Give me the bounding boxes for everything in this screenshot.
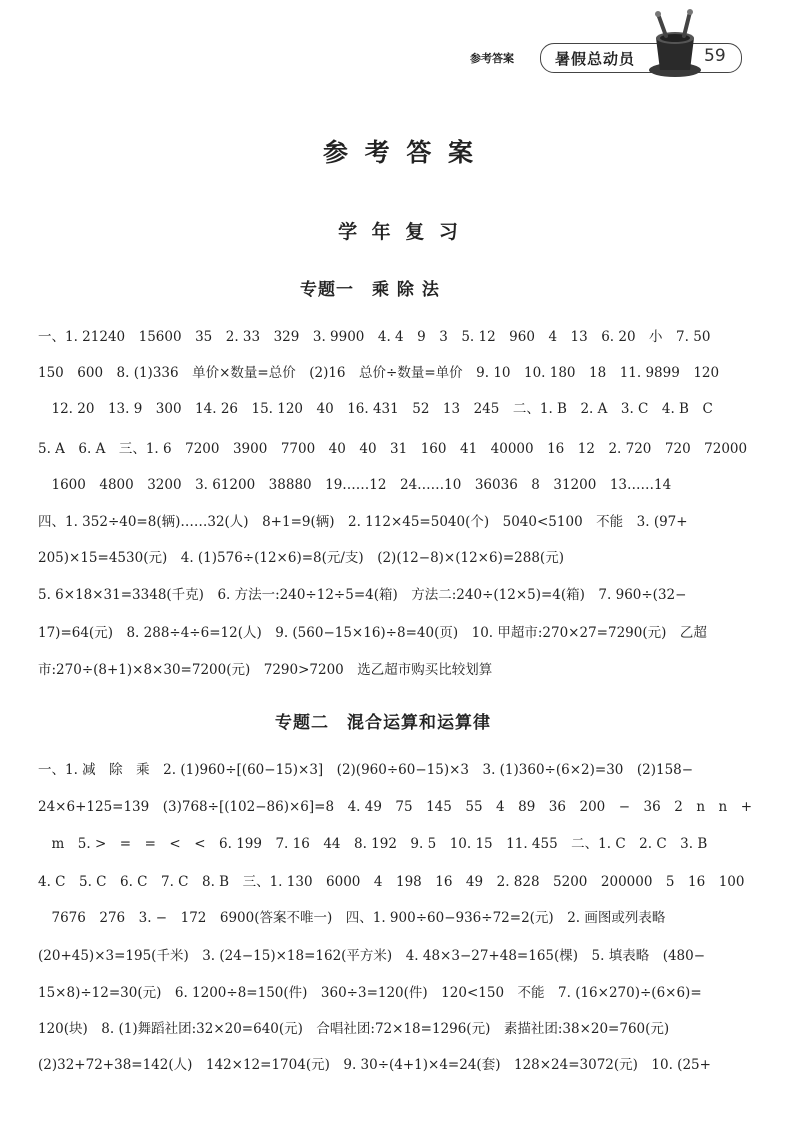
topic2-line: (20+45)×3=195(千米) 3. (24−15)×18=162(平方米) 4. 48×3−27+48=165(棵) 5. 填表略 (480− — [38, 948, 706, 964]
topic1-line: 150 600 8. (1)336 单价×数量=总价 (2)16 总价÷数量=单价 9. 10 10. 180 18 11. 9899 120 — [38, 365, 720, 381]
page-header — [0, 0, 800, 100]
header-book-title: 暑假总动员 — [555, 50, 636, 68]
topic1-title: 专题一 乘 除 法 — [300, 280, 440, 300]
topic1-line: 四、1. 352÷40=8(辆)……32(人) 8+1=9(辆) 2. 112×45=5040(个) 5040<5100 不能 3. (97+ — [38, 514, 688, 530]
topic1-line: 5. A 6. A 三、1. 6 7200 3900 7700 40 40 31 160 41 40000 16 12 2. 720 720 72000 — [38, 441, 748, 457]
topic1-line: 市:270÷(8+1)×8×30=7200(元) 7290>7200 选乙超市购买比较划算 — [38, 662, 493, 678]
topic2-line: 120(块) 8. (1)舞蹈社团:32×20=640(元) 合唱社团:72×18=1296(元) 素描社团:38×20=760(元) — [38, 1021, 670, 1037]
topic2-line: m 5. > = = < < 6. 199 7. 16 44 8. 192 9. 5 10. 15 11. 455 二、1. C 2. C 3. B — [38, 836, 708, 852]
topic1-line: 12. 20 13. 9 300 14. 26 15. 120 40 16. 431 52 13 245 二、1. B 2. A 3. C 4. B C — [38, 401, 713, 417]
topic1-line: 205)×15=4530(元) 4. (1)576÷(12×6)=8(元/支) (2)(12−8)×(12×6)=288(元) — [38, 550, 564, 566]
page-number: 59 — [704, 46, 726, 66]
topic2-line: 一、1. 减 除 乘 2. (1)960÷[(60−15)×3] (2)(960÷60−15)×3 3. (1)360÷(6×2)=30 (2)158− — [38, 762, 694, 778]
header-section-label: 参考答案 — [470, 52, 514, 65]
topic1-line: 5. 6×18×31=3348(千克) 6. 方法一:240÷12÷5=4(箱) 方法二:240÷(12×5)=4(箱) 7. 960÷(32− — [38, 587, 687, 603]
page-title: 参 考 答 案 — [322, 138, 478, 167]
topic2-line: 24×6+125=139 (3)768÷[(102−86)×6]=8 4. 49 75 145 55 4 89 36 200 − 36 2 n n + — [38, 799, 753, 815]
topic1-line: 一、1. 21240 15600 35 2. 33 329 3. 9900 4. 4 9 3 5. 12 960 4 13 6. 20 小 7. 50 — [38, 329, 711, 345]
topic1-line: 17)=64(元) 8. 288÷4÷6=12(人) 9. (560−15×16)÷8=40(页) 10. 甲超市:270×27=7290(元) 乙超 — [38, 625, 707, 641]
topic2-line: 15×8)÷12=30(元) 6. 1200÷8=150(件) 360÷3=120(件) 120<150 不能 7. (16×270)÷(6×6)= — [38, 985, 702, 1001]
topic2-line: 4. C 5. C 6. C 7. C 8. B 三、1. 130 6000 4 198 16 49 2. 828 5200 200000 5 16 100 — [38, 874, 745, 890]
topic2-line: (2)32+72+38=142(人) 142×12=1704(元) 9. 30÷(4+1)×4=24(套) 128×24=3072(元) 10. (25+ — [38, 1057, 711, 1073]
topic1-line: 1600 4800 3200 3. 61200 38880 19……12 24……10 36036 8 31200 13……14 — [38, 477, 672, 493]
topic2-title: 专题二 混合运算和运算律 — [275, 713, 491, 733]
topic2-line: 7676 276 3. − 172 6900(答案不唯一) 四、1. 900÷60−936÷72=2(元) 2. 画图或列表略 — [38, 910, 666, 926]
section-title: 学 年 复 习 — [338, 221, 462, 243]
magic-hat-icon — [640, 8, 710, 80]
